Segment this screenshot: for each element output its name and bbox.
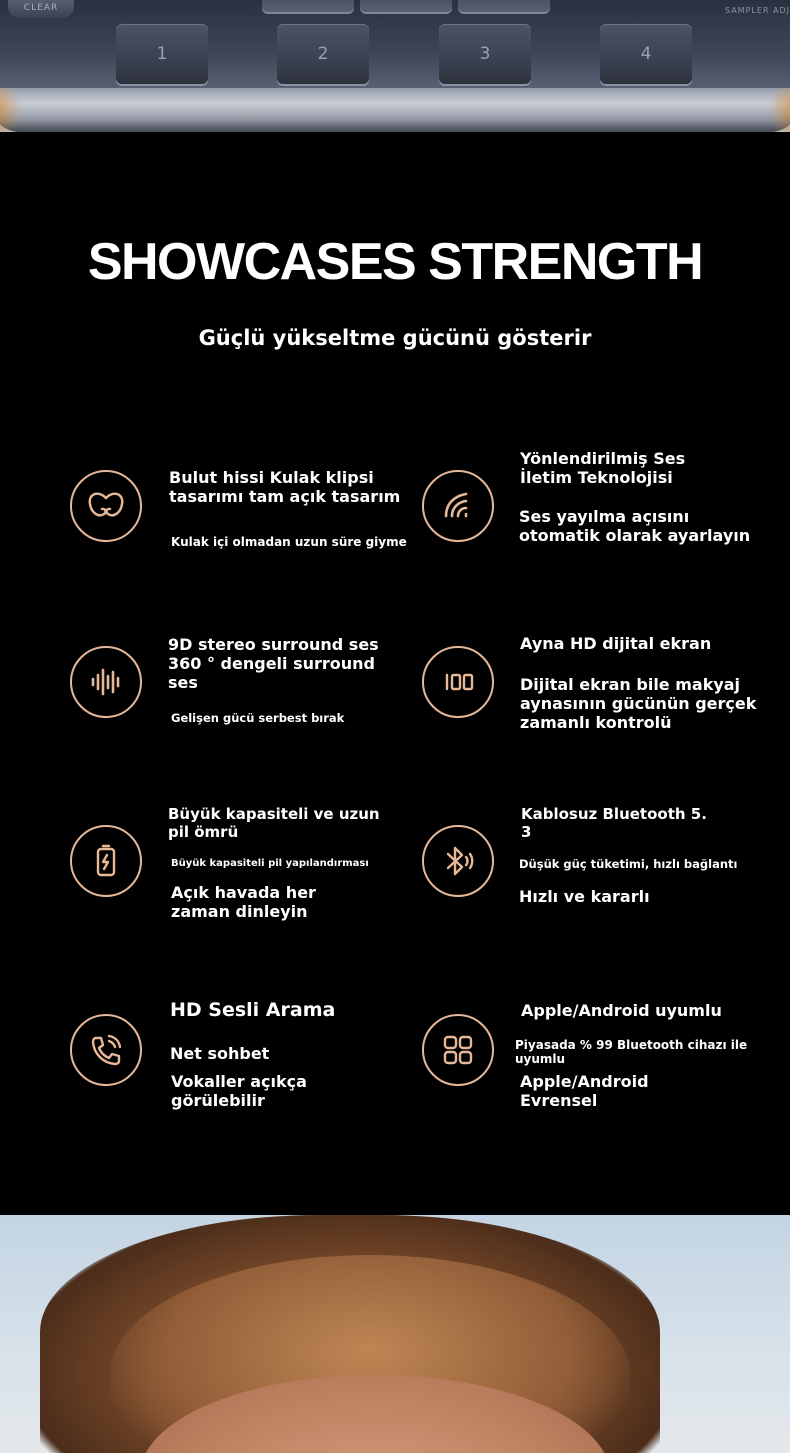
feature-7-detail-2	[171, 1072, 307, 1110]
pad-label: 1	[156, 44, 168, 64]
device-edge	[0, 88, 790, 132]
pad-4	[600, 24, 692, 84]
feature-6-detail: Hızlı ve kararlı	[519, 887, 650, 906]
edge-glow-right	[760, 88, 790, 132]
feature-1-title	[169, 468, 400, 506]
feature-line: Vokaller açıkça	[171, 1072, 307, 1091]
page-subtitle: Güçlü yükseltme gücünü gösterir	[198, 326, 592, 350]
upper-key-graphic	[262, 0, 354, 12]
upper-key-graphic	[360, 0, 452, 12]
feature-line: Apple/Android	[520, 1072, 649, 1091]
feature-line: Açık havada her	[171, 883, 316, 902]
feature-6-title	[521, 805, 707, 841]
feature-line: Yönlendirilmiş Ses	[520, 449, 686, 468]
feature-7-detail: Net sohbet	[170, 1044, 270, 1063]
upper-key-graphic	[458, 0, 550, 12]
feature-line: Ses yayılma açısını	[519, 507, 690, 526]
pad-label: 3	[479, 44, 491, 64]
sampler-label: SAMPLER ADJ	[724, 6, 790, 15]
feature-7-title: HD Sesli Arama	[170, 999, 336, 1021]
feature-line: otomatik olarak ayarlayın	[519, 526, 751, 546]
feature-8-detail	[520, 1072, 649, 1110]
pad-label: 2	[317, 44, 329, 64]
edge-glow-left	[0, 88, 30, 132]
feature-line: Büyük kapasiteli ve uzun	[168, 805, 380, 823]
feature-4-title: Ayna HD dijital ekran	[520, 634, 712, 653]
app-grid-icon	[422, 1014, 494, 1086]
clear-button-graphic	[8, 0, 74, 18]
feature-line: aynasının gücünün gerçek	[520, 694, 757, 714]
feature-line: zaman dinleyin	[171, 902, 308, 922]
feature-1-note: Kulak içi olmadan uzun süre giyme	[171, 535, 407, 549]
feature-3-note: Gelişen gücü serbest bırak	[171, 711, 345, 725]
feature-line: zamanlı kontrolü	[520, 713, 672, 733]
feature-line: ses	[168, 673, 198, 693]
bluetooth-icon	[422, 825, 494, 897]
feature-4-detail	[520, 675, 756, 733]
feature-line: İletim Teknolojisi	[520, 468, 673, 488]
ear-clip-icon	[70, 470, 142, 542]
digital-display-icon	[422, 646, 494, 718]
feature-2-detail	[519, 507, 750, 545]
lifestyle-photo	[0, 1215, 790, 1453]
feature-line: uyumlu	[515, 1052, 566, 1067]
pad-label: 4	[640, 44, 652, 64]
feature-line: tasarımı tam açık tasarım	[169, 487, 401, 507]
feature-line: Piyasada % 99 Bluetooth cihazı ile	[515, 1038, 748, 1052]
feature-line: 360 ° dengeli surround	[168, 654, 375, 674]
phone-call-icon	[70, 1014, 142, 1086]
clear-label: CLEAR	[23, 3, 59, 13]
pad-2	[277, 24, 369, 84]
sound-wave-signal-icon	[422, 470, 494, 542]
page-title: SHOWCASES STRENGTH	[87, 233, 703, 291]
pad-3	[439, 24, 531, 84]
feature-3-title	[168, 635, 379, 693]
feature-5-note: Büyük kapasiteli pil yapılandırması	[171, 858, 369, 869]
feature-line: pil ömrü	[168, 823, 239, 841]
feature-5-detail	[171, 883, 316, 921]
feature-8-title: Apple/Android uyumlu	[521, 1001, 722, 1020]
top-product-photo	[0, 0, 790, 132]
pad-1	[116, 24, 208, 84]
audio-waveform-icon	[70, 646, 142, 718]
feature-5-title	[168, 805, 380, 841]
feature-line: 3	[521, 823, 532, 841]
feature-8-note	[515, 1038, 747, 1067]
feature-line: 9D stereo surround ses	[168, 635, 379, 654]
feature-line: Kablosuz Bluetooth 5.	[521, 805, 707, 823]
feature-line: görülebilir	[171, 1091, 265, 1111]
feature-6-note: Düşük güç tüketimi, hızlı bağlantı	[519, 857, 738, 871]
feature-2-title	[520, 449, 685, 487]
feature-line: Bulut hissi Kulak klipsi	[169, 468, 374, 487]
feature-line: Dijital ekran bile makyaj	[520, 675, 741, 694]
feature-line: Evrensel	[520, 1091, 598, 1111]
battery-charging-icon	[70, 825, 142, 897]
